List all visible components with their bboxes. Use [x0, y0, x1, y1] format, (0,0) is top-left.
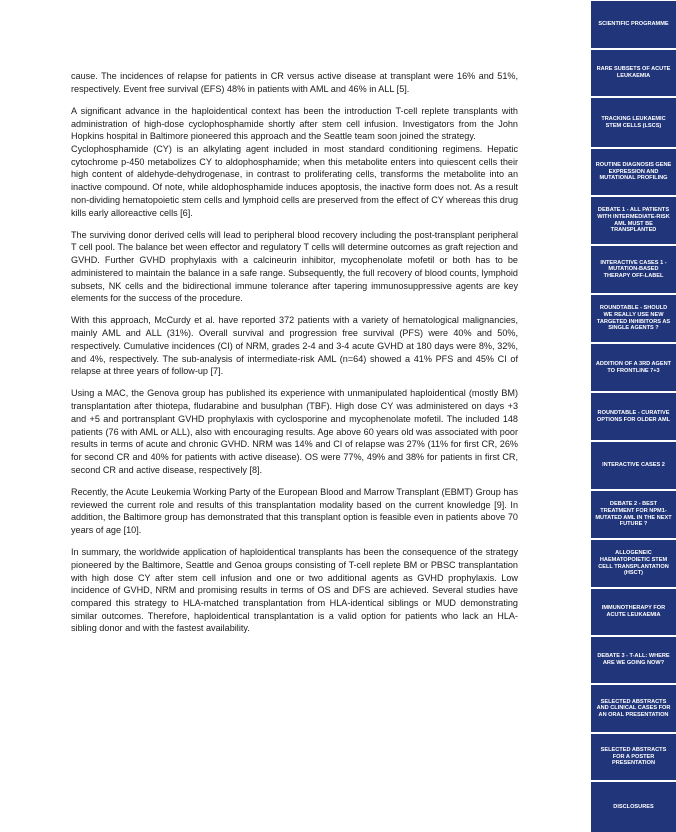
sidebar-item-oral-presentation[interactable]: SELECTED ABSTRACTS AND CLINICAL CASES FOR AN ORAL PRESENTATION	[591, 685, 676, 732]
sidebar-item-interactive-cases-2[interactable]: INTERACTIVE CASES 2	[591, 442, 676, 489]
sidebar-item-addition-3rd-agent[interactable]: ADDITION OF A 3RD AGENT TO FRONTLINE 7+3	[591, 344, 676, 391]
sidebar-item-rare-subsets[interactable]: RARE SUBSETS OF ACUTE LEUKAEMIA	[591, 50, 676, 96]
article-paragraph: Cyclophosphamide (CY) is an alkylating agent included in most standard conditioning regimens. Hepatic cytochrome p-450 metabolizes CY to aldophosphamide; when this metabolite enters into quiescent cells their high content of aldehyde-dehydrogenase, in contrast to proliferating cells, transforms the metabolite into an inactive compound. Of note, while aldophosphamide induces apoptosis, the inactive form does not. As a result non-dividing hematopoietic stem cells and lymphoid cells are preserved from the effect of CY whereas this drug kills early alloreactive cells [6].	[71, 144, 519, 218]
sidebar-item-roundtable-targeted-inhibitors[interactable]: ROUNDTABLE - SHOULD WE REALLY USE NEW TARGETED INHIBITORS AS SINGLE AGENTS ?	[591, 295, 676, 342]
sidebar-item-poster-presentation[interactable]: SELECTED ABSTRACTS FOR A POSTER PRESENTATION	[591, 734, 676, 780]
article-paragraph: cause. The incidences of relapse for patients in CR versus active disease at transplant were 16% and 51%, respectively. Event free survival (EFS) 48% in patients with AML and 46% in ALL [5].	[71, 71, 518, 94]
sidebar-item-debate-1[interactable]: DEBATE 1 - ALL PATIENTS WITH INTERMEDIATE-RISK AML MUST BE TRANSPLANTED	[591, 197, 676, 244]
article-paragraph: In summary, the worldwide application of haploidentical transplants has been the consequence of the strategy pioneered by the Baltimore, Seattle and Genoa groups consisting of T-cell replete BM or PBSC transplantation with high dose CY after stem cell infusion and one or two additional agents as GVHD prophylaxis. Low incidence of GVHD, NRM and promising results in terms of OS and DFS are achieved. Several studies have compared this strategy to HLA-matched transplantation from HLA-identical siblings or MUD demonstrating similar outcomes. Therefore, haploidentical transplantation is a valid option for patients who lack an HLA-sibling donor and with the fastest availability.	[71, 547, 518, 634]
article-paragraph: Using a MAC, the Genova group has published its experience with unmanipulated haploidentical (mostly BM) transplantation after thiotepa, fludarabine and busulphan (TBF). High dose CY was administered on days +3 and +5 and portransplant GVHD prophylaxis with cyclosporine and mycophenolate mofetil. The included 148 patients (76 with AML or ALL), also with encouraging results. Age above 60 years old was associated with poor results in terms of acute and chronic GVHD. NRM was 14% and CI of relapse was 27% (11% for first CR, 26% for second CR and 40% for patients with active disease). OS were 77%, 49% and 38% for patients in first CR, second CR and active disease, respectively [8].	[71, 388, 518, 475]
sidebar-item-allogeneic-hsct[interactable]: ALLOGENEIC HAEMATOPOIETIC STEM CELL TRANSPLANTATION (HSCT)	[591, 540, 676, 587]
sidebar-item-roundtable-older-aml[interactable]: ROUNDTABLE - CURATIVE OPTIONS FOR OLDER AML	[591, 393, 676, 440]
sidebar-item-disclosures[interactable]: DISCLOSURES	[591, 782, 676, 832]
article-body	[71, 70, 518, 645]
article-paragraph: With this approach, McCurdy et al. have reported 372 patients with a variety of hematological malignancies, mainly AML and ALL (31%). Overall survival and progression free survival (PFS) were 40% and 50%, respectively. Cumulative incidences (CI) of NRM, grades 2-4 and 3-4 acute GVHD at 180 days were 8%, 32%, and 4%, respectively. The sub-analysis of intermediate-risk AML (n=64) showed a 41% PFS and 45% CI of relapse at three years of follow-up [7].	[71, 315, 518, 377]
sidebar-item-routine-diagnosis[interactable]: ROUTINE DIAGNOSIS GENE EXPRESSION AND MUTATIONAL PROFILING	[591, 149, 676, 195]
sidebar-item-interactive-cases-1[interactable]: INTERACTIVE CASES 1 - MUTATION-BASED THERAPY OFF-LABEL	[591, 246, 676, 293]
programme-sidebar	[591, 0, 676, 832]
article-paragraph: The surviving donor derived cells will lead to peripheral blood recovery including the post-transplant peripheral T cell pool. The balance bet ween effector and regulatory T cells will determine outcomes as graft rejection and GVHD. Further GVHD prophylaxis with a calcineurin inhibitor, mycophenolate mofetil or both has to be administered to maintain the balance in a safe range. Subsequently, the full recovery of blood counts, lymphoid subsets, NK cells and the bidirectional immune tolerance after tapering immunosuppressive agents are key elements for the success of the procedure.	[71, 229, 518, 304]
sidebar-item-immunotherapy[interactable]: IMMUNOTHERAPY FOR ACUTE LEUKAEMIA	[591, 589, 676, 635]
sidebar-item-debate-2[interactable]: DEBATE 2 - BEST TREATMENT FOR NPM1-MUTATED AML IN THE NEXT FUTURE ?	[591, 491, 676, 538]
article-paragraph: A significant advance in the haploidentical context has been the introduction T-cell replete transplants with administration of high-dose cyclophosphamide shortly after stem cell infusion. Investigators from the John Hopkins hospital in Baltimore pioneered this approach and the Seattle team soon joined the strategy.	[71, 105, 518, 142]
sidebar-item-tracking-lscs[interactable]: TRACKING LEUKAEMIC STEM CELLS (LSCS)	[591, 98, 676, 147]
article-paragraph: Recently, the Acute Leukemia Working Party of the European Blood and Marrow Transplant (EBMT) Group has reviewed the current role and results of this transplantation modality based on the current knowledge [9]. In addition, the Baltimore group has demonstrated that this transplant option is feasible even in patients above 70 years of age [10].	[71, 486, 518, 535]
sidebar-item-scientific-programme[interactable]: SCIENTIFIC PROGRAMME	[591, 1, 676, 48]
sidebar-item-debate-3[interactable]: DEBATE 3 - T-ALL: WHERE ARE WE GOING NOW?	[591, 637, 676, 683]
